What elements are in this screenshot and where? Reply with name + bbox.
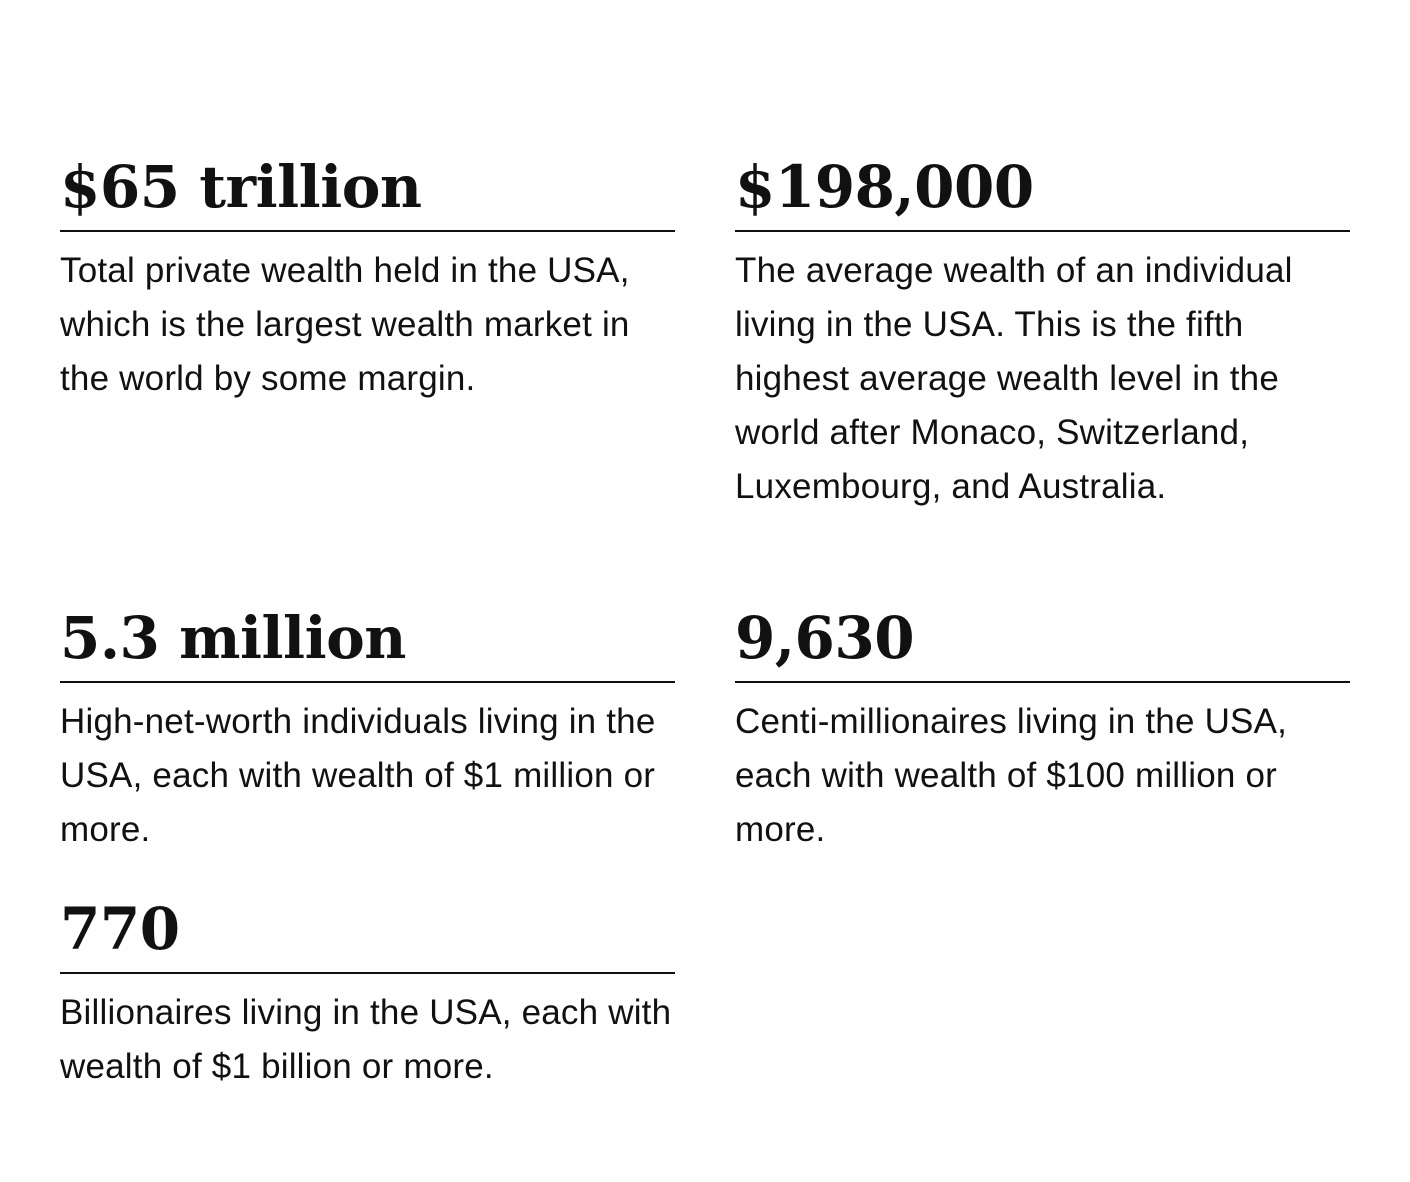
stat-description: The average wealth of an individual living in the USA. This is the fifth highest average wealth level in the world after Monaco, Switzerland, Luxembourg, and Australia. [735, 251, 1293, 506]
divider [60, 230, 675, 232]
divider [735, 681, 1350, 683]
stat-description: Centi-millionaires living in the USA, each with wealth of $100 million or more. [735, 702, 1288, 849]
stat-value: 5.3 million [60, 604, 406, 672]
stat-average-wealth [735, 153, 1350, 514]
stat-value: $65 trillion [60, 153, 422, 221]
stat-description: Billionaires living in the USA, each with wealth of $1 billion or more. [60, 993, 672, 1086]
stat-centi-millionaires-count [735, 604, 1350, 857]
stat-billionaires-count [60, 895, 675, 1094]
stat-value: 9,630 [735, 604, 915, 672]
stat-description: Total private wealth held in the USA, which is the largest wealth market in the world by some margin. [60, 251, 630, 398]
divider [735, 230, 1350, 232]
stat-value: $198,000 [735, 153, 1034, 221]
stat-value: 770 [60, 895, 180, 963]
stat-description: High-net-worth individuals living in the USA, each with wealth of $1 million or more. [60, 702, 656, 849]
stat-total-private-wealth [60, 153, 675, 406]
divider [60, 972, 675, 974]
stat-hnwi-count [60, 604, 675, 857]
divider [60, 681, 675, 683]
